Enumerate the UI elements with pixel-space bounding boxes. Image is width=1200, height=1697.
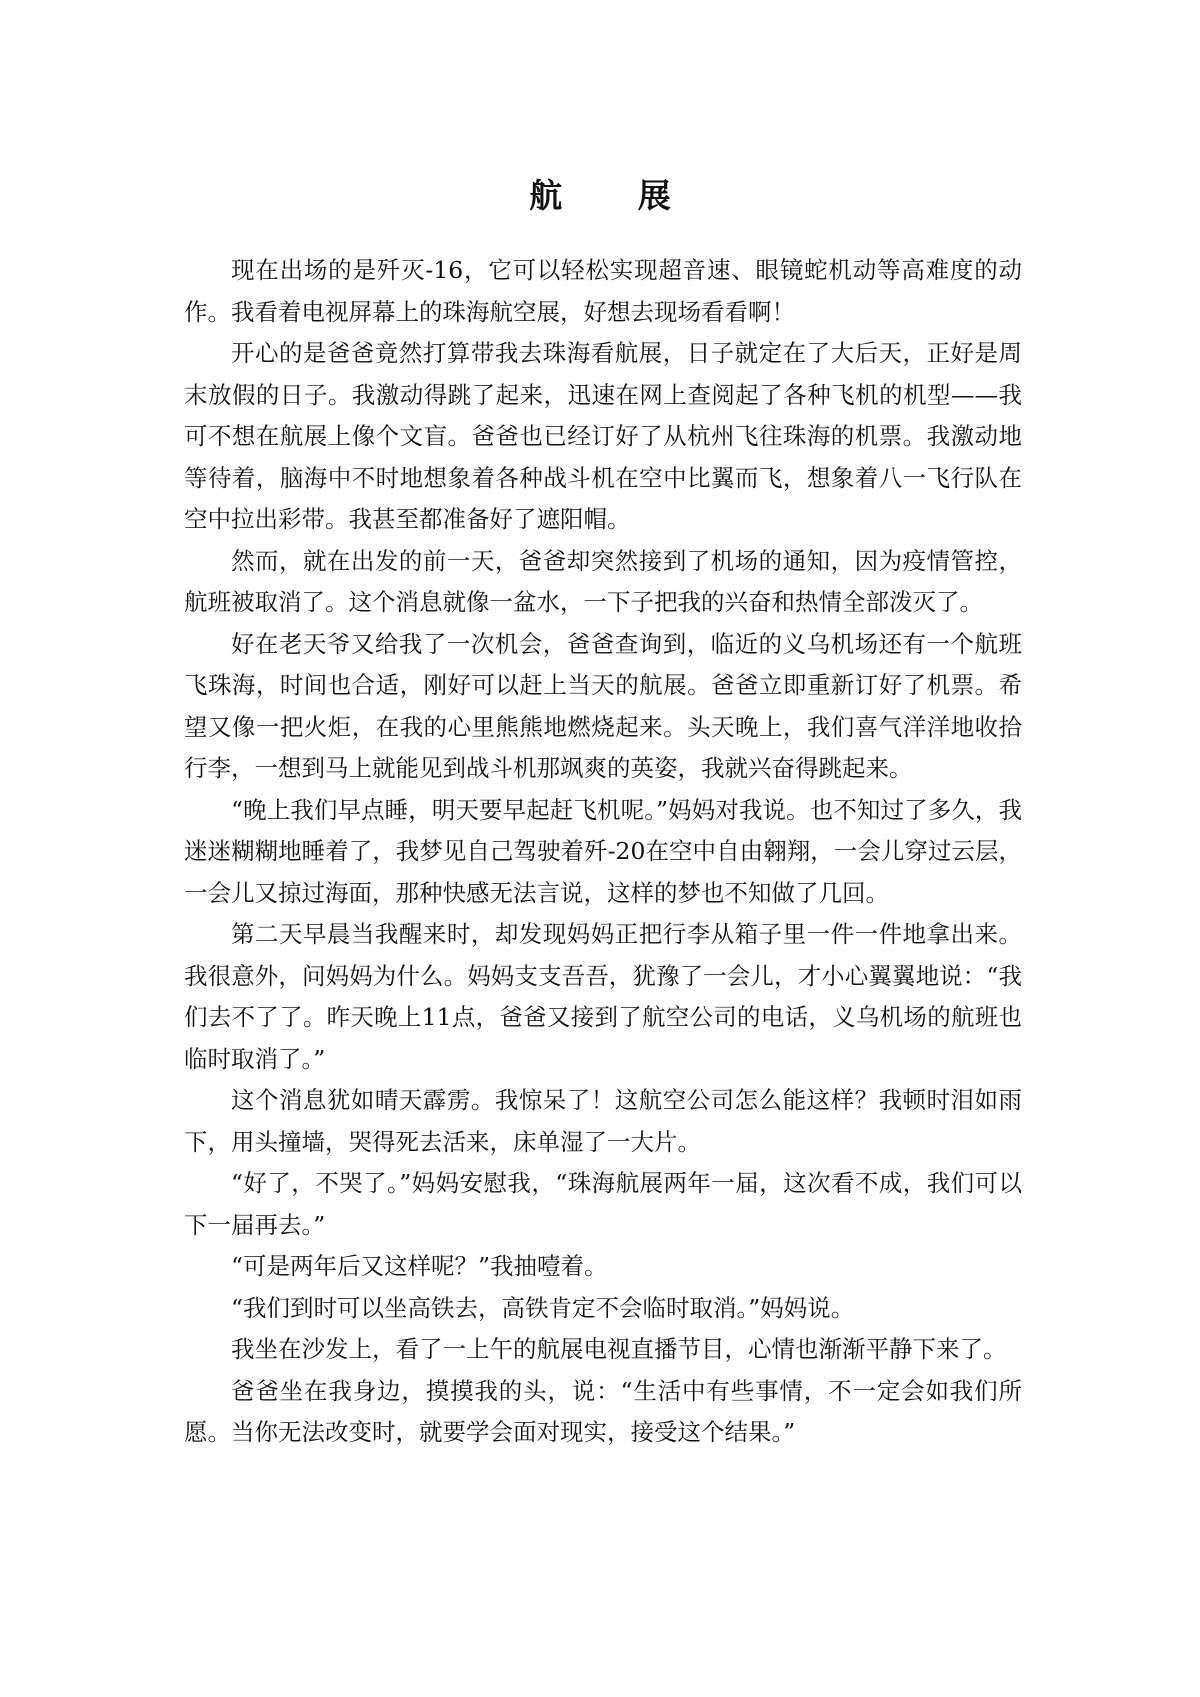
paragraph: 爸爸坐在我身边，摸摸我的头，说：“生活中有些事情，不一定会如我们所愿。当你无法改变时，就要学会面对现实，接受这个结果。” <box>184 1376 1022 1446</box>
paragraph: 这个消息犹如晴天霹雳。我惊呆了！这航空公司怎么能这样？我顿时泪如雨下，用头撞墙，哭得死去活来，床单湿了一大片。 <box>184 1086 1022 1156</box>
paragraph: 我坐在沙发上，看了一上午的航展电视直播节目，心情也渐渐平静下来了。 <box>231 1335 1007 1363</box>
paragraph: “可是两年后又这样呢？”我抽噎着。 <box>231 1252 608 1280</box>
essay-body <box>184 250 1022 1454</box>
paragraph: 然而，就在出发的前一天，爸爸却突然接到了机场的通知，因为疫情管控，航班被取消了。这个消息就像一盆水，一下子把我的兴奋和热情全部泼灭了。 <box>184 546 1022 616</box>
paragraph: “晚上我们早点睡，明天要早起赶飞机呢。”妈妈对我说。也不知过了多久，我迷迷糊糊地睡着了，我梦见自己驾驶着歼-20在空中自由翱翔，一会儿穿过云层，一会儿又掠过海面，那种快感无法言说，这样的梦也不知做了几回。 <box>184 795 1022 907</box>
paragraph: 好在老天爷又给我了一次机会，爸爸查询到，临近的义乌机场还有一个航班飞珠海，时间也合适，刚好可以赶上当天的航展。爸爸立即重新订好了机票。希望又像一把火炬，在我的心里熊熊地燃烧起来。头天晚上，我们喜气洋洋地收拾行李，一想到马上就能见到战斗机那飒爽的英姿，我就兴奋得跳起来。 <box>184 629 1022 782</box>
paragraph: 开心的是爸爸竟然打算带我去珠海看航展，日子就定在了大后天，正好是周末放假的日子。我激动得跳了起来，迅速在网上查阅起了各种飞机的机型——我可不想在航展上像个文盲。爸爸也已经订好了从杭州飞往珠海的机票。我激动地等待着，脑海中不时地想象着各种战斗机在空中比翼而飞，想象着八一飞行队在空中拉出彩带。我甚至都准备好了遮阳帽。 <box>184 339 1022 533</box>
page-title: 航 展 <box>529 176 703 216</box>
paragraph: “我们到时可以坐高铁去，高铁肯定不会临时取消。”妈妈说。 <box>231 1293 855 1322</box>
paragraph: “好了，不哭了。”妈妈安慰我，“珠海航展两年一届，这次看不成，我们可以下一届再去。” <box>184 1169 1022 1239</box>
paragraph: 现在出场的是歼灭-16，它可以轻松实现超音速、眼镜蛇机动等高难度的动作。我看着电视屏幕上的珠海航空展，好想去现场看看啊！ <box>184 256 1022 326</box>
paragraph: 第二天早晨当我醒来时，却发现妈妈正把行李从箱子里一件一件地拿出来。我很意外，问妈妈为什么。妈妈支支吾吾，犹豫了一会儿，才小心翼翼地说：“我们去不了了。昨天晚上11点，爸爸又接到了航空公司的电话，义乌机场的航班也临时取消了。” <box>184 920 1022 1073</box>
